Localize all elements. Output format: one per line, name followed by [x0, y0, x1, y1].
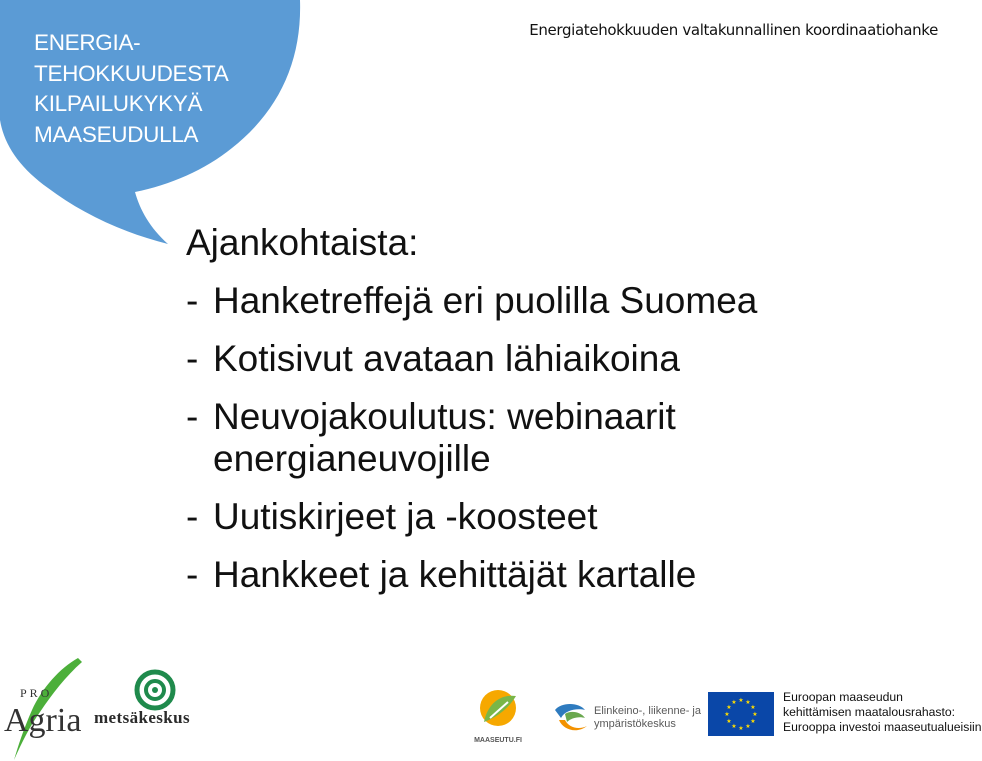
slide-content: [186, 214, 758, 604]
ely-line-2: ympäristökeskus: [594, 718, 676, 730]
svg-text:★: ★: [752, 711, 758, 718]
brand-line-4: MAASEUDULLA: [34, 121, 199, 147]
proagria-logo: [0, 656, 92, 760]
svg-text:★: ★: [726, 718, 732, 725]
eu-line-3: Eurooppa investoi maaseutualueisiin: [783, 720, 982, 734]
svg-text:★: ★: [750, 704, 756, 711]
ely-swirl-icon: [551, 700, 591, 738]
eu-logo: [708, 690, 982, 735]
list-dash: -: [186, 338, 199, 379]
eu-line-1: Euroopan maaseudun: [783, 690, 903, 704]
maaseutu-logo: [472, 688, 524, 748]
list-dash: -: [186, 496, 199, 537]
brand-line-2: TEHOKKUUDESTA: [34, 60, 229, 86]
list-item: [186, 388, 753, 488]
svg-text:★: ★: [745, 699, 751, 706]
svg-text:★: ★: [738, 725, 744, 732]
svg-text:★: ★: [738, 697, 744, 704]
svg-text:★: ★: [724, 711, 730, 718]
content-heading: Ajankohtaista:: [186, 222, 419, 263]
list-dash: -: [186, 280, 199, 321]
maaseutu-text: MAASEUTU.FI: [474, 737, 522, 744]
svg-text:★: ★: [731, 723, 737, 730]
ely-logo: [551, 700, 701, 740]
eu-text: [783, 690, 982, 735]
sun-leaf-icon: [472, 688, 524, 736]
target-rings-icon: [135, 670, 175, 710]
proagria-agria-text: Agria: [4, 702, 82, 739]
list-item-text: Uutiskirjeet ja -koosteet: [213, 496, 598, 537]
list-dash: -: [186, 554, 199, 595]
footer-logos: [0, 650, 982, 761]
list-item: [186, 546, 753, 604]
svg-text:★: ★: [750, 718, 756, 725]
svg-text:★: ★: [726, 704, 732, 711]
ely-text: [594, 705, 701, 731]
list-item: [186, 272, 758, 330]
list-item-text: Neuvojakoulutus: webinaarit energianeuvojille: [213, 396, 676, 479]
eu-line-2: kehittämisen maatalousrahasto:: [783, 705, 956, 719]
list-dash: -: [186, 396, 199, 437]
metsakeskus-logo: [94, 670, 216, 730]
brand-line-1: ENERGIA-: [34, 30, 141, 55]
brand-line-3: KILPAILUKYKYÄ: [34, 91, 203, 116]
ely-line-1: Elinkeino-, liikenne- ja: [594, 705, 701, 717]
svg-text:★: ★: [731, 699, 737, 706]
brand-title: [34, 28, 228, 150]
list-item-text: Hanketreffejä eri puolilla Suomea: [213, 280, 758, 321]
list-item-text: Hankkeet ja kehittäjät kartalle: [213, 554, 697, 595]
eu-flag-icon: [708, 692, 774, 736]
list-item-text: Kotisivut avataan lähiaikoina: [213, 338, 680, 379]
metsakeskus-text: metsäkeskus: [94, 708, 191, 727]
proagria-pro-text: PRO: [20, 686, 53, 700]
svg-text:★: ★: [745, 723, 751, 730]
list-item: [186, 488, 753, 546]
project-title: Energiatehokkuuden valtakunnallinen koordinaatiohanke: [529, 21, 938, 39]
list-item: [186, 330, 753, 388]
